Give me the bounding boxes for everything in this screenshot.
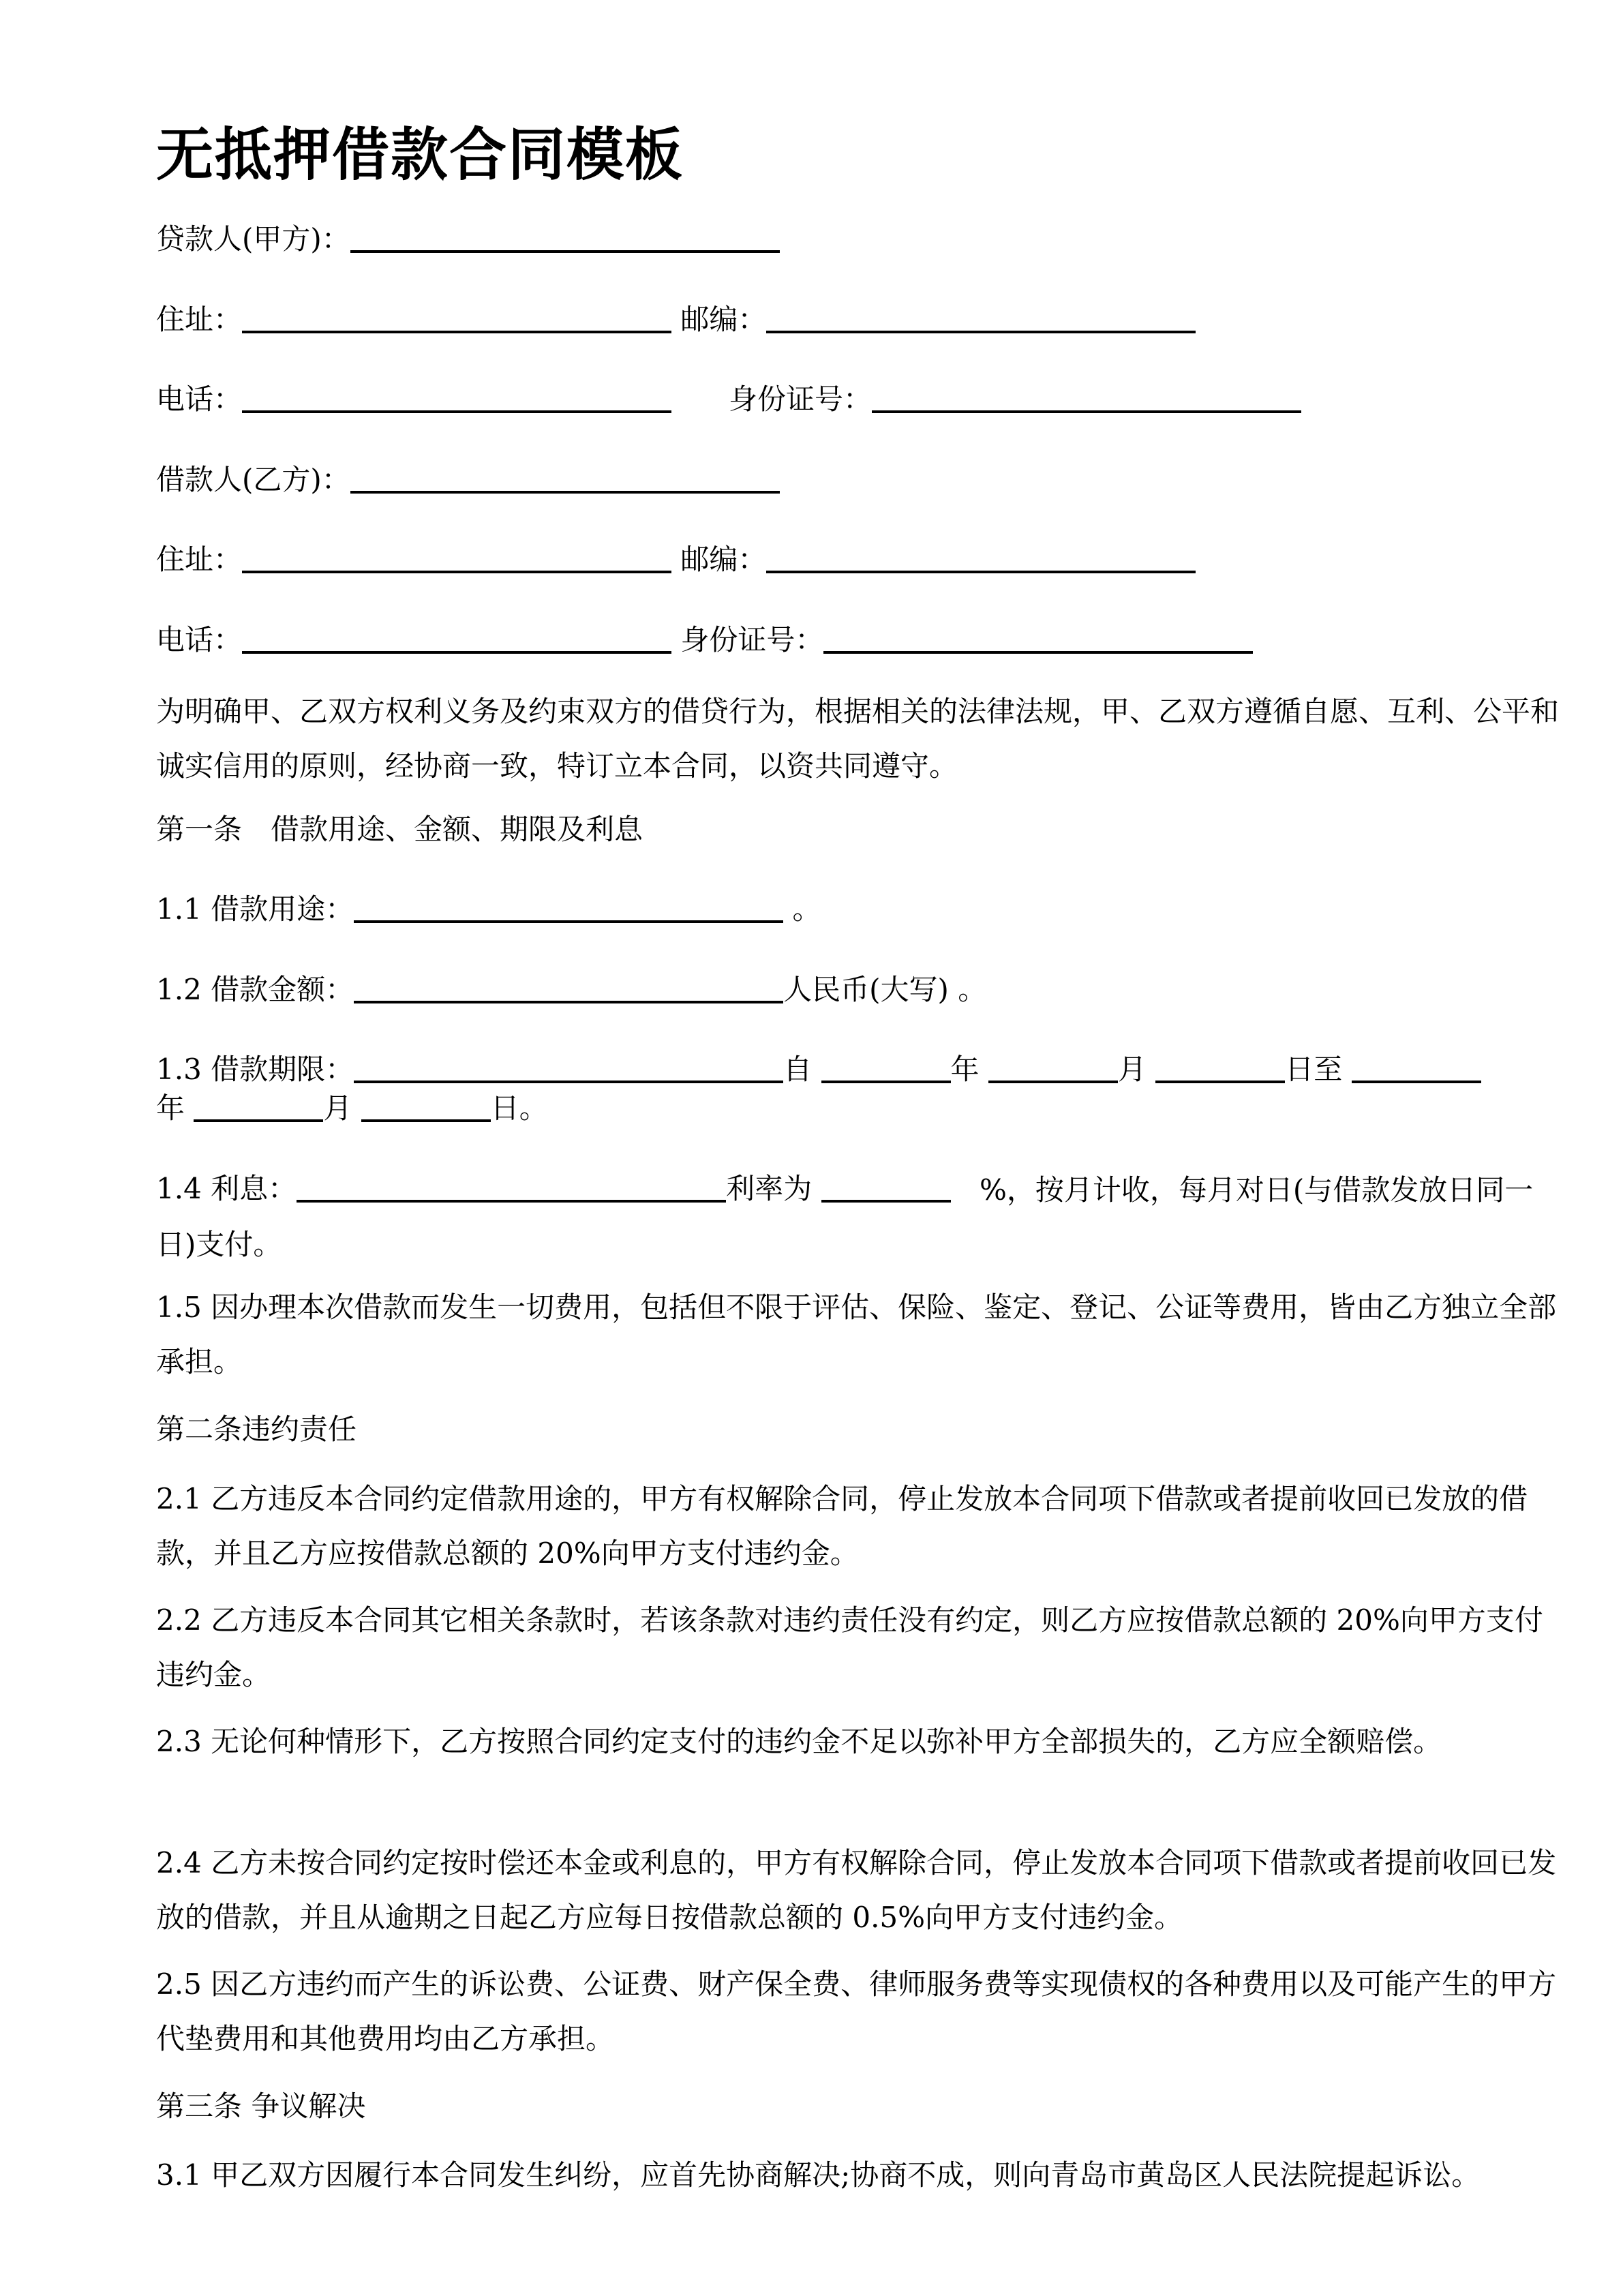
borrower-phone-row (156, 620, 1253, 660)
borrower-label: 借款人(乙方)： (156, 463, 350, 496)
lender-row (156, 220, 780, 259)
lender-id-label: 身份证号： (729, 382, 873, 416)
start-month-blank[interactable] (988, 1051, 1118, 1083)
lender-id-blank[interactable] (872, 380, 1301, 413)
clause-1-1 (156, 890, 821, 929)
borrower-address-blank[interactable] (242, 541, 671, 573)
clause-1-3-line1 (156, 1050, 1481, 1089)
article2-heading: 第二条违约责任 (156, 1413, 357, 1446)
clause-1-4-label: 1.4 利息： (156, 1172, 297, 1205)
end-month-blank[interactable] (194, 1089, 323, 1122)
lender-phone-label: 电话： (156, 382, 243, 416)
lender-blank[interactable] (350, 220, 780, 253)
lender-label: 贷款人(甲方)： (156, 222, 350, 256)
preamble: 为明确甲、乙双方权利义务及约束双方的借贷行为，根据相关的法律法规，甲、乙双方遵循自愿、互利、公平和诚实信用的原则，经协商一致，特订立本合同，以资共同遵守。 (156, 695, 1560, 783)
borrower-phone-label: 电话： (156, 623, 243, 656)
clause-1-3-day-to: 日至 (1285, 1053, 1343, 1086)
lender-address-blank[interactable] (242, 301, 671, 333)
clause-1-3-line2 (156, 1089, 548, 1128)
clause-2-2: 2.2 乙方违反本合同其它相关条款时，若该条款对违约责任没有约定，则乙方应按借款总额的 20%向甲方支付违约金。 (156, 1603, 1543, 1691)
clause-3-1: 3.1 甲乙双方因履行本合同发生纠纷，应首先协商解决;协商不成，则向青岛市黄岛区人民法院提起诉讼。 (156, 2158, 1481, 2192)
clause-1-3-label: 1.3 借款期限： (156, 1053, 354, 1086)
borrower-blank[interactable] (350, 461, 780, 494)
clause-1-3-month: 月 (1117, 1053, 1147, 1086)
clause-2-1: 2.1 乙方违反本合同约定借款用途的，甲方有权解除合同，停止发放本合同项下借款或者提前收回已发放的借款，并且乙方应按借款总额的 20%向甲方支付违约金。 (156, 1482, 1528, 1570)
article1-heading: 第一条 借款用途、金额、期限及利息 (156, 813, 643, 846)
lender-address-row (156, 300, 1196, 339)
borrower-id-label: 身份证号： (680, 623, 824, 656)
borrower-id-blank[interactable] (823, 621, 1253, 654)
clause-1-2-label: 1.2 借款金额： (156, 973, 354, 1006)
clause-1-1-label: 1.1 借款用途： (156, 892, 354, 926)
clause-1-2 (156, 970, 986, 1010)
clause-1-3-year2: 年 (156, 1091, 185, 1125)
end-year-blank[interactable] (1352, 1051, 1481, 1083)
borrower-address-row (156, 540, 1196, 579)
clause-1-4-rate: 利率为 (726, 1172, 813, 1205)
lender-address-label: 住址： (156, 303, 243, 336)
borrower-address-label: 住址： (156, 543, 243, 576)
clause-1-2-end: 人民币(大写) 。 (783, 973, 987, 1006)
borrower-postcode-blank[interactable] (766, 541, 1196, 573)
clause-1-3-year: 年 (950, 1053, 980, 1086)
article3-heading: 第三条 争议解决 (156, 2089, 366, 2123)
borrower-postcode-label: 邮编： (680, 543, 767, 576)
clause-1-3-from: 自 (783, 1053, 813, 1086)
clause-1-1-end: 。 (792, 892, 821, 926)
clause-1-3-month2: 月 (323, 1091, 352, 1125)
lender-postcode-label: 邮编： (680, 303, 767, 336)
clause-1-5: 1.5 因办理本次借款而发生一切费用，包括但不限于评估、保险、鉴定、登记、公证等费用，皆由乙方独立全部承担。 (156, 1290, 1557, 1378)
start-day-blank[interactable] (1155, 1051, 1285, 1083)
clause-1-3-day2: 日。 (490, 1091, 548, 1125)
start-year-blank[interactable] (821, 1051, 951, 1083)
clause-2-4: 2.4 乙方未按合同约定按时偿还本金或利息的，甲方有权解除合同，停止发放本合同项下借款或者提前收回已发放的借款，并且从逾期之日起乙方应每日按借款总额的 0.5%向甲方支付违约金。 (156, 1846, 1557, 1934)
clause-2-5: 2.5 因乙方违约而产生的诉讼费、公证费、财产保全费、律师服务费等实现债权的各种费用以及可能产生的甲方代垫费用和其他费用均由乙方承担。 (156, 1967, 1557, 2055)
lender-phone-row (156, 380, 1301, 419)
loan-term-blank[interactable] (354, 1051, 783, 1083)
borrower-phone-blank[interactable] (242, 621, 671, 654)
end-day-blank[interactable] (361, 1089, 491, 1122)
document-title: 无抵押借款合同模板 (156, 121, 684, 188)
lender-phone-blank[interactable] (242, 380, 671, 413)
clause-2-3: 2.3 无论何种情形下，乙方按照合同约定支付的违约金不足以弥补甲方全部损失的，乙方应全额赔偿。 (156, 1725, 1442, 1758)
lender-postcode-blank[interactable] (766, 301, 1196, 333)
borrower-row (156, 460, 780, 500)
loan-purpose-blank[interactable] (354, 890, 783, 923)
clause-1-4-rest: %，按月计收，每月对日(与借款发放日同一日)支付。 (156, 1173, 1534, 1261)
loan-amount-blank[interactable] (354, 971, 783, 1003)
